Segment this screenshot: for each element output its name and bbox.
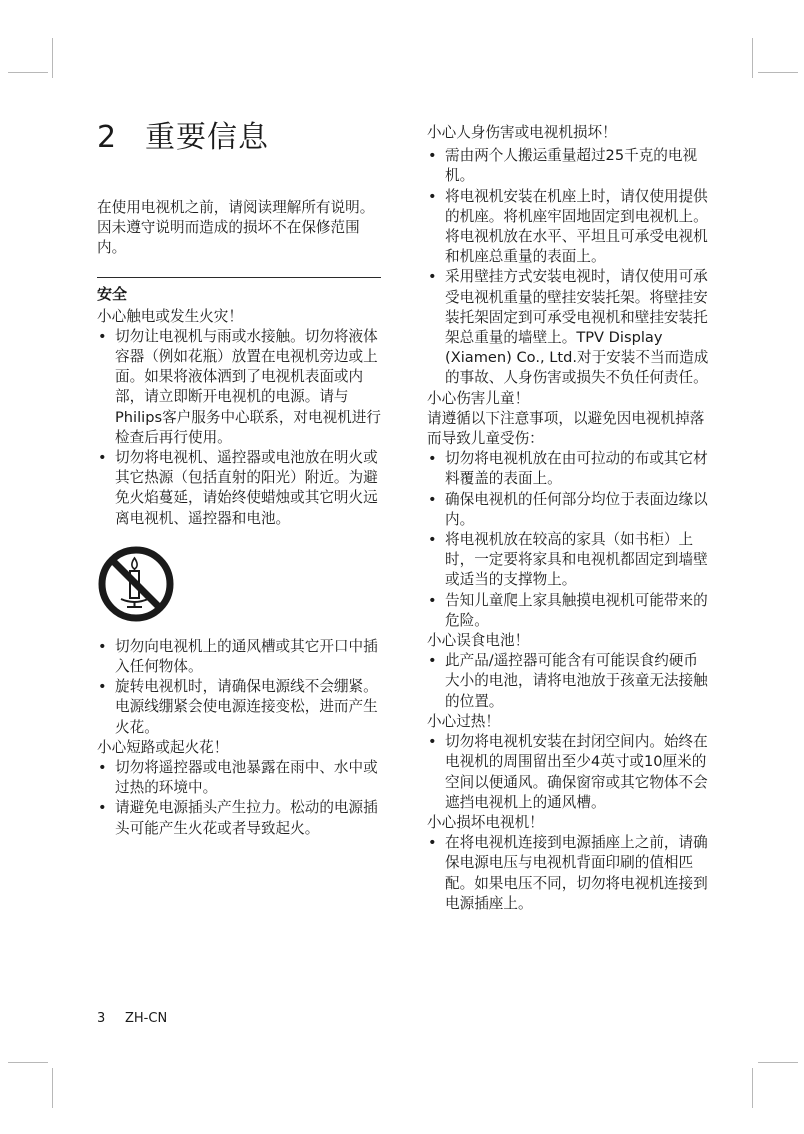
chapter-title bbox=[97, 118, 381, 158]
page-number: 3 bbox=[97, 1011, 106, 1026]
language-code: ZH-CN bbox=[125, 1011, 168, 1026]
list-item: • 切勿将电视机安装在封闭空间内。始终在电视机的周围留出至少4英寸或10厘米的空间以便通风。确保窗帘或其它物体不会遮挡电视机上的通风槽。 bbox=[427, 732, 711, 813]
list-item: • 切勿将电视机、遥控器或电池放在明火或其它热源（包括直射的阳光）附近。为避免火焰蔓延，请始终使蜡烛或其它明火远离电视机、遥控器和电池。 bbox=[97, 448, 381, 529]
children-lead: 请遵循以下注意事项，以避免因电视机掉落而导致儿童受伤： bbox=[427, 409, 705, 448]
page-footer bbox=[97, 1011, 167, 1027]
list-item: • 切勿将电视机放在由可拉动的布或其它材料覆盖的表面上。 bbox=[427, 449, 711, 489]
subheading-overheat: 小心过热！ bbox=[427, 712, 500, 730]
list-item: • 将电视机放在较高的家具（如书柜）上时，一定要将家具和电视机都固定到墙壁或适当的支撑物上。 bbox=[427, 530, 711, 591]
list-item: • 在将电视机连接到电源插座上之前，请确保电源电压与电视机背面印刷的值相匹配。如果电压不同，切勿将电视机连接到电源插座上。 bbox=[427, 833, 711, 914]
subheading-battery: 小心误食电池！ bbox=[427, 632, 530, 650]
subheading-children: 小心伤害儿童！ bbox=[427, 389, 530, 407]
crop-mark bbox=[52, 1068, 53, 1108]
injury-list bbox=[427, 146, 711, 388]
no-candle-icon bbox=[97, 545, 175, 623]
list-item: • 旋转电视机时，请确保电源线不会绷紧。电源线绷紧会使电源连接变松，进而产生火花。 bbox=[97, 677, 381, 738]
children-list bbox=[427, 449, 711, 631]
list-item: • 此产品/遥控器可能含有可能误食约硬币大小的电池，请将电池放于孩童无法接触的位置。 bbox=[427, 651, 711, 712]
list-item: • 告知儿童爬上家具触摸电视机可能带来的危险。 bbox=[427, 591, 711, 631]
battery-list bbox=[427, 651, 711, 712]
left-column bbox=[97, 118, 381, 839]
intro-text: 在使用电视机之前，请阅读理解所有说明。因未遵守说明而造成的损坏不在保修范围内。 bbox=[97, 199, 375, 257]
right-column bbox=[427, 123, 711, 914]
crop-mark bbox=[52, 38, 53, 78]
list-item: • 将电视机安装在机座上时，请仅使用提供的机座。将机座牢固地固定到电视机上。将电视机放在水平、平坦且可承受电视机和机座总重量的表面上。 bbox=[427, 187, 711, 268]
chapter-number: 2 bbox=[97, 120, 118, 155]
crop-mark bbox=[758, 1062, 798, 1063]
damage-list bbox=[427, 833, 711, 914]
overheat-list bbox=[427, 732, 711, 813]
list-item: • 采用壁挂方式安装电视时，请仅使用可承受电视机重量的壁挂安装托架。将壁挂安装托架固定到可承受电视机和壁挂安装托架总重量的墙壁上。TPV Display (Xiamen) Co., Ltd.对于安装不当而造成的事故、人身伤害或损失不负任何责任。 bbox=[427, 267, 711, 388]
crop-mark bbox=[8, 1062, 48, 1063]
fire-list bbox=[97, 327, 381, 529]
list-item: • 切勿让电视机与雨或水接触。切勿将液体容器（例如花瓶）放置在电视机旁边或上面。如果将液体洒到了电视机表面或内部，请立即断开电视机的电源。请与Philips客户服务中心联系，对电视机进行检查后再行使用。 bbox=[97, 327, 381, 448]
crop-mark bbox=[758, 72, 798, 73]
crop-mark bbox=[752, 1068, 753, 1108]
crop-mark bbox=[8, 72, 48, 73]
short-list bbox=[97, 758, 381, 839]
subheading-fire: 小心触电或发生火灾！ bbox=[97, 307, 243, 325]
chapter-title-text: 重要信息 bbox=[145, 120, 269, 155]
list-item: • 确保电视机的任何部分均位于表面边缘以内。 bbox=[427, 490, 711, 530]
list-item: • 切勿向电视机上的通风槽或其它开口中插入任何物体。 bbox=[97, 637, 381, 677]
list-item: • 切勿将遥控器或电池暴露在雨中、水中或过热的环境中。 bbox=[97, 758, 381, 798]
section-divider bbox=[97, 277, 381, 278]
section-title: 安全 bbox=[97, 284, 128, 303]
subheading-damage: 小心损坏电视机！ bbox=[427, 813, 544, 831]
subheading-short: 小心短路或起火花！ bbox=[97, 738, 229, 756]
subheading-injury: 小心人身伤害或电视机损坏！ bbox=[427, 124, 617, 141]
crop-mark bbox=[752, 38, 753, 78]
list-item: • 需由两个人搬运重量超过25千克的电视机。 bbox=[427, 146, 711, 186]
fire-list-2 bbox=[97, 637, 381, 738]
list-item: • 请避免电源插头产生拉力。松动的电源插头可能产生火花或者导致起火。 bbox=[97, 798, 381, 838]
